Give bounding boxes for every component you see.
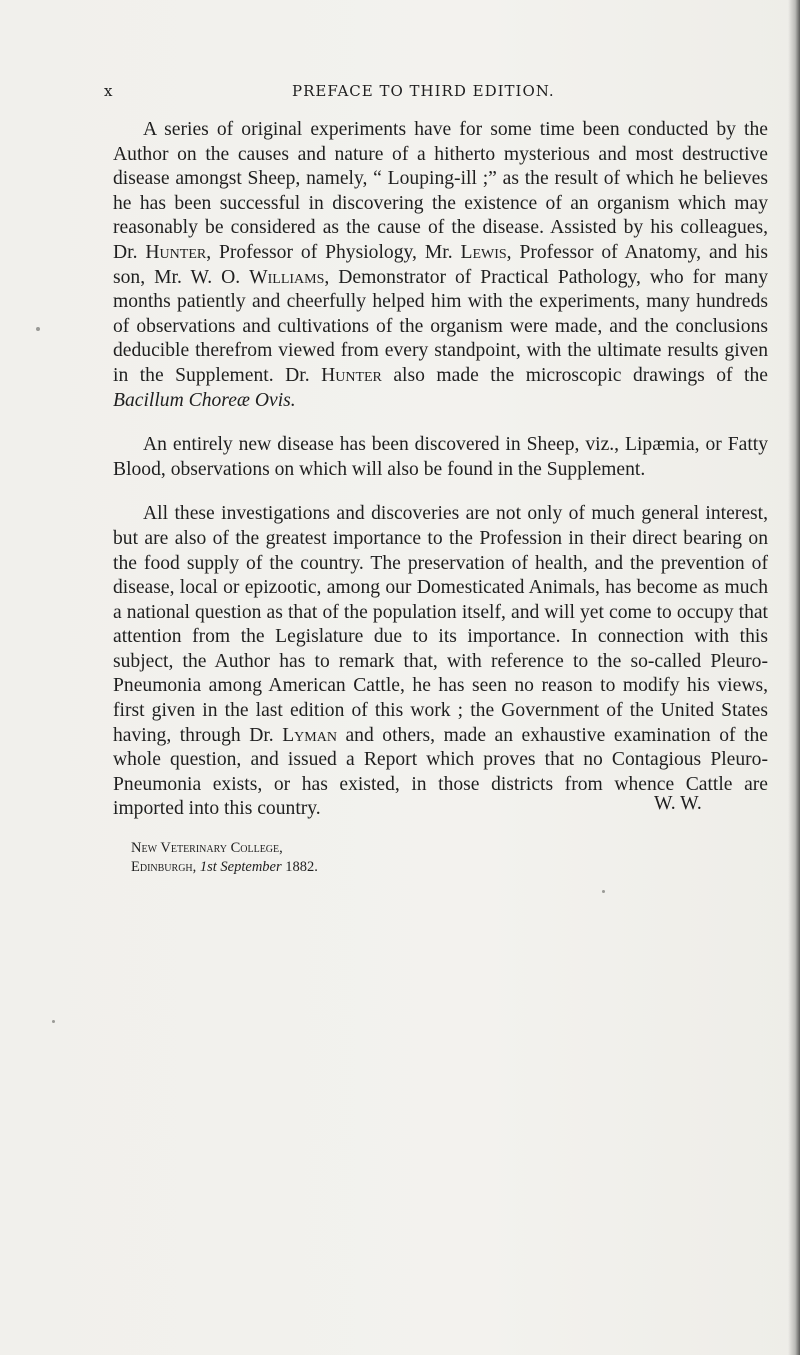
species-name: Bacillum Choreæ Ovis. [113,389,296,411]
preface-body [113,118,768,842]
paragraph-1-text-b: , Professor of Physiology, Mr. [206,241,461,263]
page-header [0,82,800,106]
paragraph-3-text-b: and others, made an exhaustive examination of the whole question, and issued a Report which proves that no Contagious Pleuro-Pneumonia exists, or has existed, in those districts from whence Cattle are imported into this country. [113,724,768,820]
running-title: PREFACE TO THIRD EDITION. [292,82,555,100]
paper-speck [602,890,605,893]
name-hunter-2: Hunter [321,364,382,386]
paragraph-1-text-a: A series of original experiments have for some time been conducted by the Author on the causes and nature of a hitherto mysterious and most destructive disease amongst Sheep, namely, “ Louping-ill ;” as the result of which he believes he has been successful in discovering the existence of an organism which may reasonably be considered as the cause of the disease. Assisted by his colleagues, Dr. [113,119,768,263]
paper-speck [52,1020,55,1023]
address-line-2 [131,858,318,877]
paragraph-1-text-e: also made the microscopic drawings of the [381,364,768,386]
address-block [131,839,318,877]
name-lyman: Lyman [282,724,337,746]
paragraph-3 [113,502,768,822]
paragraph-1-text-d: , Demonstrator of Practical Pathology, who for many months patiently and cheerfully helped him with the experiments, many hundreds of observations and cultivations of the organism were made, and the conclusions deducible therefrom viewed from every standpoint, with the ultimate results given in the Supplement. Dr. [113,266,768,386]
name-williams: Williams [249,266,325,288]
paragraph-1 [113,118,768,413]
paper-speck [36,327,40,331]
paragraph-3-text-a: All these investigations and discoveries are not only of much general interest, but are also of the greatest importance to the Profession in their direct bearing on the food supply of the country. The preservation of health, and the prevention of disease, local or epizootic, among our Domesticated Animals, has become as much a national question as that of the population itself, and will yet come to occupy that attention from the Legislature due to its importance. In connection with this subject, the Author has to remark that, with reference to the so-called Pleuro-Pneumonia among American Cattle, he has seen no reason to modify his views, first given in the last edition of this work ; the Government of the United States having, through Dr. [113,503,768,746]
address-date: 1st September [199,859,282,875]
address-year: 1882. [285,859,318,875]
page-number: x [104,82,114,100]
name-hunter: Hunter [145,241,207,263]
paragraph-2: An entirely new disease has been discovered in Sheep, viz., Lipæmia, or Fatty Blood, observations on which will also be found in the Supplement. [113,434,768,480]
page-edge-shadow [788,0,800,1355]
paragraph-1-text-c: , Professor of Anatomy, and his son, Mr. W. O. [113,241,768,288]
address-line-1: New Veterinary College, [131,840,283,856]
address-place: Edinburgh, [131,859,197,875]
name-lewis: Lewis [460,241,507,263]
signature: W. W. [654,793,702,814]
